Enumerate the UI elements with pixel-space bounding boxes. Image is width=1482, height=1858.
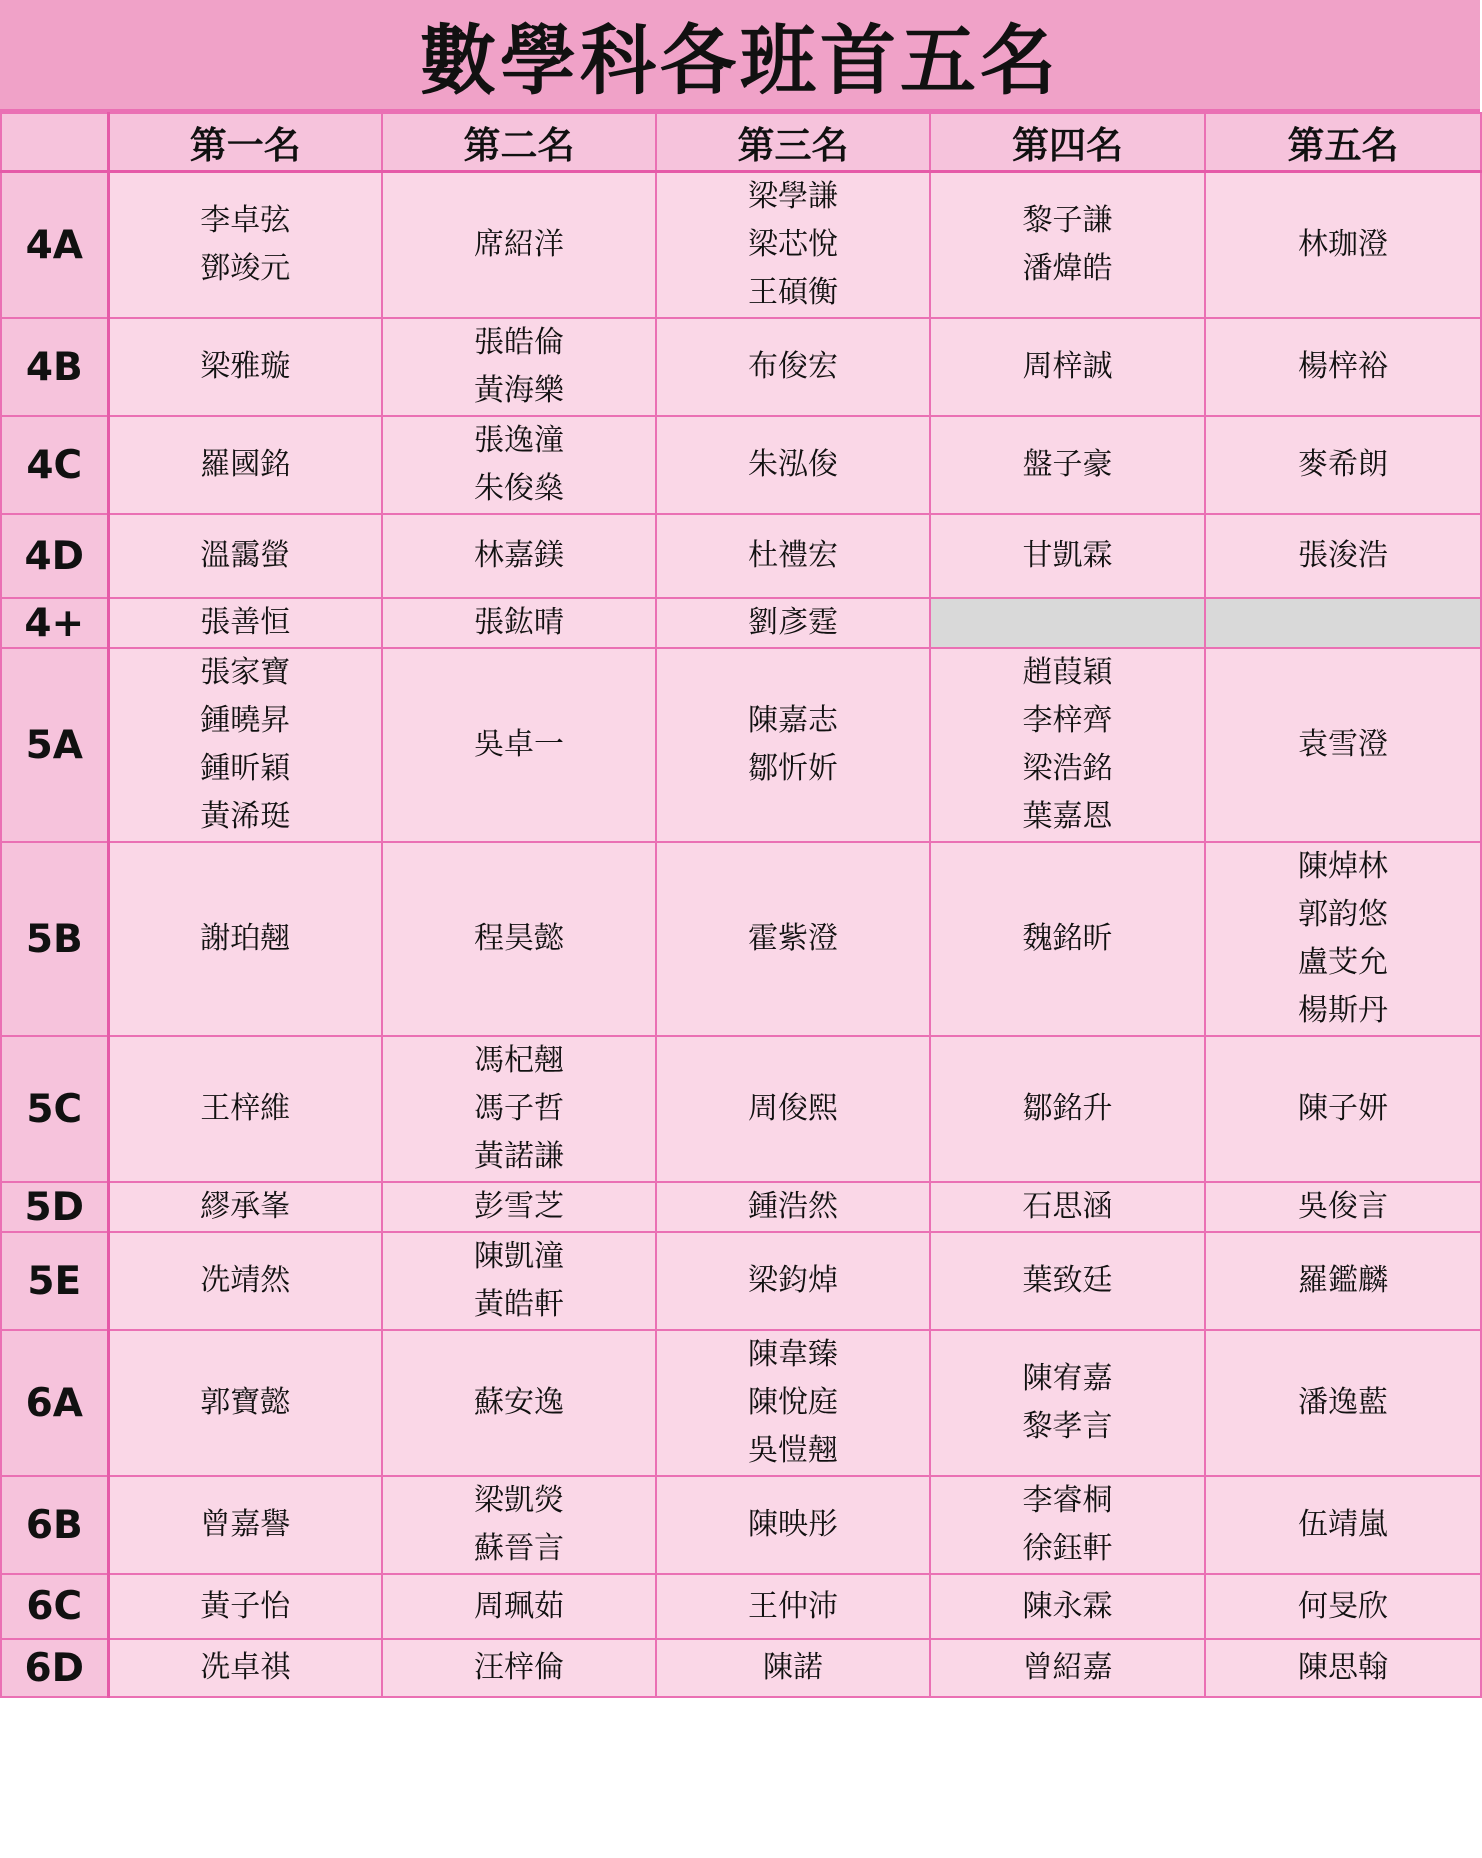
- student-name: 吳愷翹: [748, 1433, 838, 1468]
- cell-first-place: [108, 598, 382, 648]
- cell-fifth-place: [1205, 1232, 1481, 1330]
- cell-third-place: [656, 514, 930, 598]
- cell-fourth-place: [930, 1639, 1205, 1697]
- cell-first-place: [108, 1036, 382, 1182]
- student-name: 李梓齊: [1022, 703, 1113, 738]
- cell-fourth-place: [930, 1476, 1205, 1574]
- header-second-place: 第二名: [382, 113, 656, 172]
- student-name: 梁學謙: [748, 179, 838, 214]
- class-label: 4+: [1, 598, 108, 648]
- cell-first-place: [108, 1330, 382, 1476]
- student-name: 鄒忻妡: [748, 751, 838, 786]
- class-label: 4C: [1, 416, 108, 514]
- student-name: 周梓誠: [1022, 349, 1113, 384]
- student-name: 羅鑑麟: [1298, 1263, 1388, 1298]
- student-name: 陳嘉志: [748, 703, 838, 738]
- header-fourth-place: 第四名: [930, 113, 1205, 172]
- cell-fourth-place: [930, 416, 1205, 514]
- student-name: 程昊懿: [474, 921, 564, 956]
- title-bar: [0, 0, 1480, 112]
- class-label: 6B: [1, 1476, 108, 1574]
- cell-third-place: [656, 172, 930, 319]
- student-name: 黎子謙: [1022, 203, 1113, 238]
- table-row: [1, 1330, 1481, 1476]
- class-label: 6D: [1, 1639, 108, 1697]
- student-name: 黃皓軒: [474, 1287, 564, 1322]
- student-name: 黃海樂: [474, 373, 564, 408]
- student-name: 吳俊言: [1298, 1189, 1388, 1224]
- student-name: 石思涵: [1022, 1189, 1113, 1224]
- header-third-place: 第三名: [656, 113, 930, 172]
- class-label: 4D: [1, 514, 108, 598]
- cell-fifth-place: [1205, 172, 1481, 319]
- student-name: 潘煒皓: [1022, 251, 1113, 286]
- cell-third-place: [656, 1232, 930, 1330]
- student-name: 葉嘉恩: [1022, 799, 1113, 834]
- cell-fifth-place: [1205, 648, 1481, 842]
- student-name: 甘凱霖: [1022, 538, 1113, 573]
- student-name: 劉彥霆: [748, 605, 838, 640]
- cell-second-place: [382, 1330, 656, 1476]
- student-name: 麥希朗: [1298, 447, 1388, 482]
- student-name: 蘇晉言: [474, 1531, 564, 1566]
- student-name: 黃浠珽: [200, 799, 291, 834]
- student-name: 袁雪澄: [1298, 727, 1388, 762]
- student-name: 張家寶: [200, 655, 291, 690]
- cell-fourth-place: [930, 1036, 1205, 1182]
- header-fifth-place: 第五名: [1205, 113, 1481, 172]
- student-name: 曾紹嘉: [1022, 1650, 1113, 1685]
- student-name: 盧芠允: [1298, 945, 1388, 980]
- student-name: 徐鈺軒: [1022, 1531, 1113, 1566]
- student-name: 黃子怡: [200, 1588, 291, 1624]
- student-name: 布俊宏: [748, 349, 838, 384]
- cell-second-place: [382, 1639, 656, 1697]
- cell-fourth-place: [930, 1574, 1205, 1639]
- cell-second-place: [382, 1036, 656, 1182]
- cell-fourth-place: [930, 1182, 1205, 1232]
- cell-third-place: [656, 1574, 930, 1639]
- student-name: 梁浩銘: [1022, 751, 1113, 786]
- table-row: [1, 1232, 1481, 1330]
- student-name: 鍾浩然: [748, 1189, 838, 1224]
- student-name: 趙葭穎: [1022, 655, 1113, 690]
- table-row: [1, 842, 1481, 1036]
- table-row: [1, 648, 1481, 842]
- student-name: 黎孝言: [1022, 1409, 1113, 1444]
- cell-first-place: [108, 648, 382, 842]
- student-name: 李睿桐: [1022, 1483, 1113, 1518]
- student-name: 何旻欣: [1298, 1588, 1388, 1624]
- student-name: 陳凱潼: [474, 1239, 564, 1274]
- student-name: 王仲沛: [748, 1588, 838, 1624]
- student-name: 謝珀翹: [200, 921, 291, 956]
- table-row: [1, 1182, 1481, 1232]
- cell-third-place: [656, 648, 930, 842]
- cell-fifth-place: [1205, 1639, 1481, 1697]
- student-name: 霍紫澄: [748, 921, 838, 956]
- cell-fifth-place: [1205, 514, 1481, 598]
- student-name: 陳永霖: [1022, 1588, 1113, 1624]
- student-name: 冼靖然: [200, 1263, 291, 1298]
- cell-second-place: [382, 416, 656, 514]
- cell-fourth-place: [930, 1232, 1205, 1330]
- student-name: 梁鈞焯: [748, 1263, 838, 1298]
- student-name: 王梓維: [200, 1091, 291, 1126]
- student-name: 汪梓倫: [474, 1650, 564, 1685]
- student-name: 郭韵悠: [1298, 897, 1388, 932]
- student-name: 繆承峯: [200, 1189, 291, 1224]
- cell-third-place: [656, 1036, 930, 1182]
- cell-fifth-place: [1205, 416, 1481, 514]
- cell-third-place: [656, 1330, 930, 1476]
- cell-fifth-place: [1205, 1036, 1481, 1182]
- student-name: 鄒銘升: [1022, 1091, 1113, 1126]
- student-name: 馮杞翹: [474, 1043, 564, 1078]
- student-name: 魏銘昕: [1022, 921, 1113, 956]
- class-label: 5E: [1, 1232, 108, 1330]
- cell-first-place: [108, 1574, 382, 1639]
- cell-second-place: [382, 318, 656, 416]
- student-name: 彭雪芝: [474, 1189, 564, 1224]
- cell-second-place: [382, 172, 656, 319]
- student-name: 陳映彤: [748, 1507, 838, 1542]
- student-name: 盤子豪: [1022, 447, 1113, 482]
- student-name: 吳卓一: [474, 727, 564, 762]
- student-name: 王碩衡: [748, 275, 838, 310]
- student-name: 陳思翰: [1298, 1650, 1388, 1685]
- ranking-table: [0, 112, 1482, 1698]
- student-name: 朱泓俊: [748, 447, 838, 482]
- student-name: 張鈜晴: [474, 605, 564, 640]
- cell-first-place: [108, 416, 382, 514]
- empty-cell: [930, 598, 1205, 648]
- student-name: 席紹洋: [474, 227, 564, 262]
- cell-second-place: [382, 648, 656, 842]
- cell-third-place: [656, 598, 930, 648]
- cell-fourth-place: [930, 1330, 1205, 1476]
- cell-fourth-place: [930, 172, 1205, 319]
- student-name: 楊斯丹: [1298, 993, 1388, 1028]
- class-label: 5A: [1, 648, 108, 842]
- cell-second-place: [382, 514, 656, 598]
- student-name: 張浚浩: [1298, 538, 1388, 573]
- student-name: 鍾昕穎: [200, 751, 291, 786]
- table-row: [1, 1574, 1481, 1639]
- class-label: 6A: [1, 1330, 108, 1476]
- student-name: 陳悅庭: [748, 1385, 838, 1420]
- student-name: 鍾曉昇: [200, 703, 291, 738]
- corner-cell: [1, 113, 108, 172]
- student-name: 梁雅璇: [200, 349, 291, 384]
- class-label: 5C: [1, 1036, 108, 1182]
- class-label: 4A: [1, 172, 108, 319]
- class-label: 4B: [1, 318, 108, 416]
- cell-third-place: [656, 416, 930, 514]
- student-name: 葉致廷: [1022, 1263, 1113, 1298]
- student-name: 朱俊燊: [474, 471, 564, 506]
- cell-second-place: [382, 1574, 656, 1639]
- table-row: [1, 1639, 1481, 1697]
- student-name: 蘇安逸: [474, 1385, 564, 1420]
- cell-first-place: [108, 842, 382, 1036]
- cell-fifth-place: [1205, 1574, 1481, 1639]
- cell-fifth-place: [1205, 1476, 1481, 1574]
- student-name: 陳焯林: [1298, 849, 1388, 884]
- student-name: 冼卓祺: [200, 1650, 291, 1685]
- cell-fifth-place: [1205, 318, 1481, 416]
- table-row: [1, 172, 1481, 319]
- table-header: [1, 113, 1481, 172]
- student-name: 張皓倫: [474, 325, 564, 360]
- cell-second-place: [382, 1182, 656, 1232]
- student-name: 曾嘉譽: [200, 1507, 291, 1542]
- cell-third-place: [656, 1639, 930, 1697]
- cell-second-place: [382, 842, 656, 1036]
- empty-cell: [1205, 598, 1481, 648]
- student-name: 鄧竣元: [200, 251, 291, 286]
- cell-third-place: [656, 1476, 930, 1574]
- student-name: 周珮茹: [474, 1588, 564, 1624]
- student-name: 周俊熙: [748, 1091, 838, 1126]
- student-name: 馮子哲: [474, 1091, 564, 1126]
- class-label: 6C: [1, 1574, 108, 1639]
- cell-fourth-place: [930, 842, 1205, 1036]
- cell-third-place: [656, 842, 930, 1036]
- student-name: 梁芯悅: [748, 227, 838, 262]
- table-row: [1, 514, 1481, 598]
- cell-third-place: [656, 318, 930, 416]
- student-name: 溫靄螢: [200, 538, 291, 573]
- cell-fourth-place: [930, 648, 1205, 842]
- table-row: [1, 598, 1481, 648]
- class-label: 5B: [1, 842, 108, 1036]
- cell-fourth-place: [930, 318, 1205, 416]
- student-name: 張善恒: [200, 605, 291, 640]
- table-row: [1, 318, 1481, 416]
- cell-fifth-place: [1205, 1330, 1481, 1476]
- cell-fifth-place: [1205, 1182, 1481, 1232]
- table-body: [1, 172, 1481, 1698]
- student-name: 黃諾謙: [474, 1139, 564, 1174]
- table-row: [1, 1036, 1481, 1182]
- student-name: 陳宥嘉: [1022, 1361, 1113, 1396]
- header-first-place: 第一名: [108, 113, 382, 172]
- table-row: [1, 416, 1481, 514]
- student-name: 潘逸藍: [1298, 1385, 1388, 1420]
- cell-second-place: [382, 1476, 656, 1574]
- cell-first-place: [108, 1476, 382, 1574]
- student-name: 林珈澄: [1298, 227, 1388, 262]
- student-name: 陳韋臻: [748, 1337, 838, 1372]
- cell-first-place: [108, 1232, 382, 1330]
- cell-second-place: [382, 598, 656, 648]
- student-name: 陳子妍: [1298, 1091, 1388, 1126]
- table-row: [1, 1476, 1481, 1574]
- student-name: 羅國銘: [200, 447, 291, 482]
- student-name: 伍靖嵐: [1298, 1507, 1388, 1542]
- cell-first-place: [108, 514, 382, 598]
- cell-first-place: [108, 1182, 382, 1232]
- class-label: 5D: [1, 1182, 108, 1232]
- student-name: 張逸潼: [474, 423, 564, 458]
- student-name: 楊梓裕: [1298, 349, 1388, 384]
- student-name: 杜禮宏: [748, 538, 838, 573]
- student-name: 陳諾: [763, 1650, 823, 1685]
- cell-third-place: [656, 1182, 930, 1232]
- cell-second-place: [382, 1232, 656, 1330]
- student-name: 李卓弦: [200, 203, 291, 238]
- student-name: 梁凱熒: [474, 1483, 564, 1518]
- cell-first-place: [108, 172, 382, 319]
- page-title: 數學科各班首五名: [420, 16, 1060, 105]
- cell-first-place: [108, 318, 382, 416]
- student-name: 郭寶懿: [200, 1385, 291, 1420]
- cell-first-place: [108, 1639, 382, 1697]
- student-name: 林嘉鎂: [474, 538, 564, 573]
- cell-fourth-place: [930, 514, 1205, 598]
- cell-fifth-place: [1205, 842, 1481, 1036]
- header-row: [1, 113, 1481, 172]
